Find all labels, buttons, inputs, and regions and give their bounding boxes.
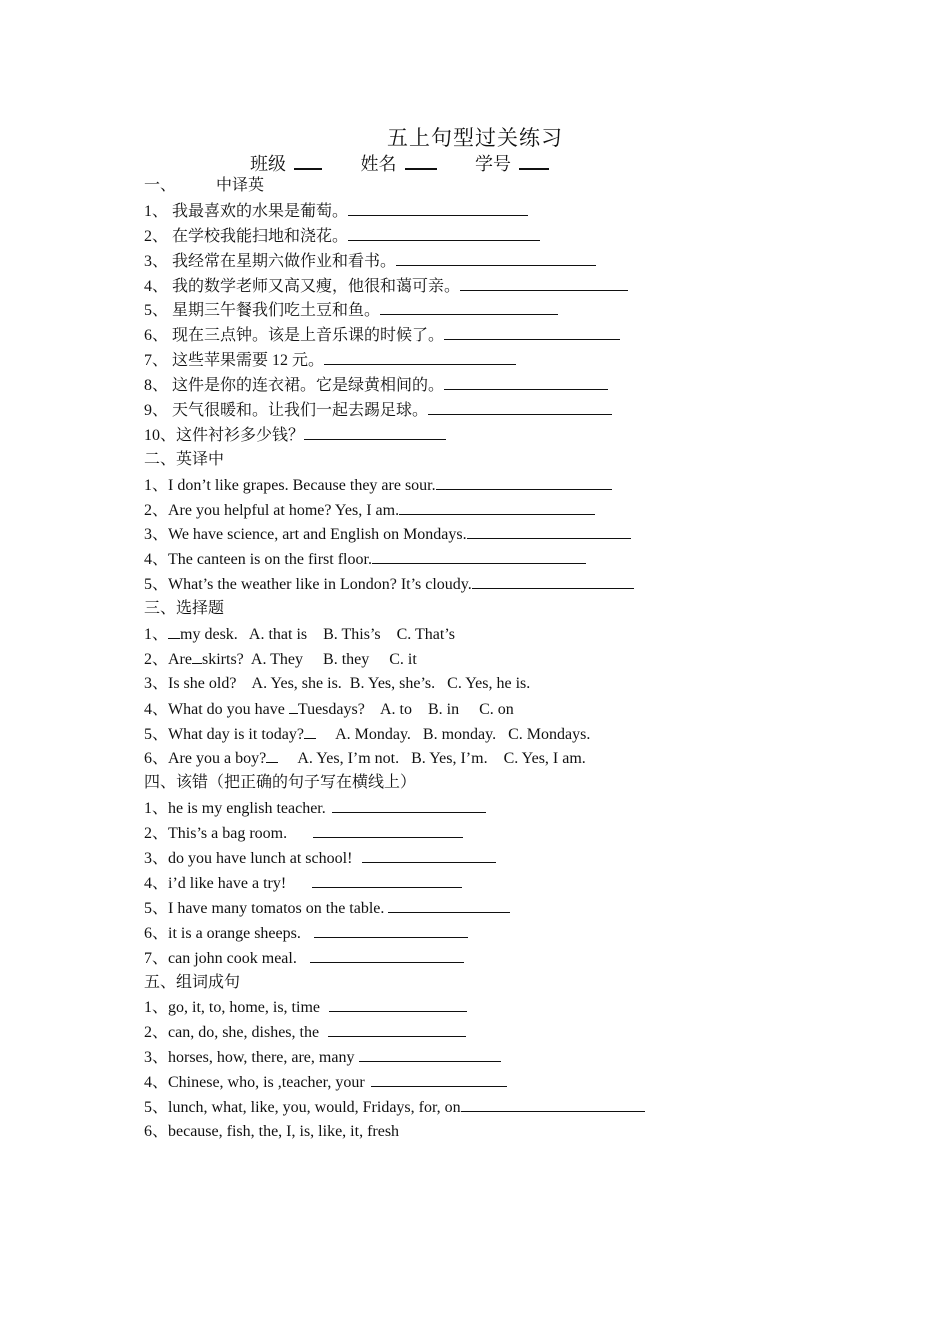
list-item [144, 647, 844, 672]
question-text: 6、it is a orange sheeps. [144, 924, 301, 942]
question-text: 2、 在学校我能扫地和浇花。 [144, 227, 349, 245]
question-text: 1、 我最喜欢的水果是葡萄。 [144, 202, 349, 220]
page-title: 五上句型过关练习 [387, 126, 563, 150]
answer-blank[interactable] [310, 946, 464, 963]
question-text: 6、because, fish, the, I, is, like, it, fresh [144, 1122, 400, 1140]
list-item [144, 274, 844, 299]
answer-blank[interactable] [428, 398, 612, 415]
class-blank[interactable] [294, 154, 322, 170]
question-text: A. Yes, I’m not. B. Yes, I’m. C. Yes, I am. [278, 750, 586, 768]
list-item [144, 946, 844, 971]
question-text: 8、 这件是你的连衣裙。它是绿黄相间的。 [144, 377, 445, 395]
answer-blank[interactable] [168, 622, 180, 639]
answer-blank[interactable] [289, 697, 298, 714]
question-text: 5、lunch, what, like, you, would, Fridays, for, on [144, 1098, 461, 1116]
list-item [144, 199, 844, 224]
section-number: 一、 [144, 177, 177, 194]
section-title: 中译英 [216, 177, 265, 194]
question-text: 3、 我经常在星期六做作业和看书。 [144, 252, 397, 270]
list-item [144, 498, 844, 523]
section-heading [144, 174, 844, 199]
list-item [144, 1070, 844, 1095]
answer-blank[interactable] [304, 423, 446, 440]
exercise-content [144, 174, 844, 1145]
question-prefix: 4、What do you have [144, 700, 289, 718]
question-text: 1、he is my english teacher. [144, 800, 326, 818]
class-label: 班级 [250, 154, 286, 174]
question-text: 6、 现在三点钟。该是上音乐课的时候了。 [144, 327, 445, 345]
answer-blank[interactable] [436, 473, 612, 490]
answer-blank[interactable] [388, 896, 510, 913]
question-text: 3、horses, how, there, are, many [144, 1049, 355, 1067]
question-text: 3、We have science, art and English on Mondays. [144, 526, 467, 544]
list-item [144, 323, 844, 348]
number-label: 学号 [475, 154, 511, 174]
question-text: 7、 这些苹果需要 12 元。 [144, 352, 325, 370]
list-item [144, 1045, 844, 1070]
answer-blank[interactable] [313, 821, 463, 838]
section-number: 三、 [144, 600, 177, 618]
list-item [144, 1120, 844, 1145]
question-prefix: 6、Are you a boy? [144, 750, 267, 768]
answer-blank[interactable] [371, 1070, 507, 1087]
answer-blank[interactable] [461, 1095, 645, 1112]
answer-blank[interactable] [324, 348, 516, 365]
list-item [144, 921, 844, 946]
answer-blank[interactable] [314, 921, 468, 938]
question-text: my desk. A. that is B. This’s C. That’s [180, 626, 455, 644]
answer-blank[interactable] [362, 846, 496, 863]
section-number: 四、 [144, 774, 177, 792]
section-number: 五、 [144, 973, 177, 991]
question-text: 5、What’s the weather like in London? It’s cloudy. [144, 576, 472, 594]
answer-blank[interactable] [472, 572, 634, 589]
question-text: 2、can, do, she, dishes, the [144, 1024, 320, 1042]
question-text: 9、 天气很暖和。让我们一起去踢足球。 [144, 402, 429, 420]
question-text: 5、I have many tomatos on the table. [144, 899, 385, 917]
list-item [144, 572, 844, 597]
answer-blank[interactable] [332, 796, 486, 813]
answer-blank[interactable] [348, 224, 540, 241]
question-text: 2、Are you helpful at home? Yes, I am. [144, 501, 400, 519]
answer-blank[interactable] [396, 249, 596, 266]
list-item [144, 473, 844, 498]
answer-blank[interactable] [460, 274, 628, 291]
answer-blank[interactable] [304, 722, 316, 739]
name-label: 姓名 [360, 154, 397, 174]
name-blank[interactable] [405, 154, 437, 170]
number-blank[interactable] [519, 154, 549, 170]
section-number: 二、 [144, 450, 177, 468]
list-item [144, 896, 844, 921]
question-text: 3、Is she old? A. Yes, she is. B. Yes, she’s. C. Yes, he is. [144, 674, 531, 692]
answer-blank[interactable] [372, 547, 586, 564]
question-text: 4、i’d like have a try! [144, 874, 287, 892]
question-text: 2、This’s a bag room. [144, 825, 288, 843]
question-text: 7、can john cook meal. [144, 949, 297, 967]
question-text: 3、do you have lunch at school! [144, 850, 353, 868]
list-item [144, 1020, 844, 1045]
question-text: skirts? A. They B. they C. it [202, 650, 417, 668]
section-heading [144, 597, 844, 622]
section-heading [144, 448, 844, 473]
section-heading [144, 771, 844, 796]
question-text: 4、The canteen is on the first floor. [144, 551, 372, 569]
question-prefix: 5、What day is it today? [144, 725, 304, 743]
list-item [144, 423, 844, 448]
student-info [250, 150, 549, 176]
list-item [144, 746, 844, 771]
section-title: 英译中 [176, 450, 225, 468]
question-text: Tuesdays? A. to B. in C. on [297, 700, 514, 718]
list-item [144, 821, 844, 846]
question-text: 4、Chinese, who, is ,teacher, your [144, 1074, 365, 1092]
list-item [144, 398, 844, 423]
list-item [144, 1095, 844, 1120]
list-item [144, 522, 844, 547]
list-item [144, 722, 844, 747]
list-item [144, 249, 844, 274]
list-item [144, 348, 844, 373]
answer-blank[interactable] [444, 323, 620, 340]
list-item [144, 622, 844, 647]
question-text: 1、I don’t like grapes. Because they are sour. [144, 476, 436, 494]
list-item [144, 672, 844, 697]
question-text: A. Monday. B. monday. C. Mondays. [315, 725, 591, 743]
question-prefix: 1、 [144, 626, 169, 644]
section-title: 组词成句 [176, 973, 241, 991]
answer-blank[interactable] [312, 871, 462, 888]
question-text: 1、go, it, to, home, is, time [144, 999, 320, 1017]
list-item [144, 373, 844, 398]
answer-blank[interactable] [380, 298, 558, 315]
list-item [144, 697, 844, 722]
section-heading [144, 971, 844, 996]
answer-blank[interactable] [467, 522, 631, 539]
section-title: 选择题 [176, 600, 225, 618]
answer-blank[interactable] [444, 373, 608, 390]
answer-blank[interactable] [399, 498, 595, 515]
list-item [144, 224, 844, 249]
list-item [144, 995, 844, 1020]
question-text: 5、 星期三午餐我们吃土豆和鱼。 [144, 302, 381, 320]
question-text: 10、这件衬衫多少钱？ [144, 426, 305, 444]
answer-blank[interactable] [359, 1045, 501, 1062]
answer-blank[interactable] [192, 647, 202, 664]
section-title: 该错（把正确的句子写在横线上） [176, 774, 417, 792]
list-item [144, 298, 844, 323]
list-item [144, 871, 844, 896]
list-item [144, 796, 844, 821]
answer-blank[interactable] [348, 199, 528, 216]
answer-blank[interactable] [328, 1020, 466, 1037]
list-item [144, 846, 844, 871]
answer-blank[interactable] [329, 995, 467, 1012]
question-text: 4、 我的数学老师又高又瘦，他很和蔼可亲。 [144, 277, 461, 295]
list-item [144, 547, 844, 572]
question-prefix: 2、Are [144, 650, 192, 668]
answer-blank[interactable] [266, 746, 278, 763]
